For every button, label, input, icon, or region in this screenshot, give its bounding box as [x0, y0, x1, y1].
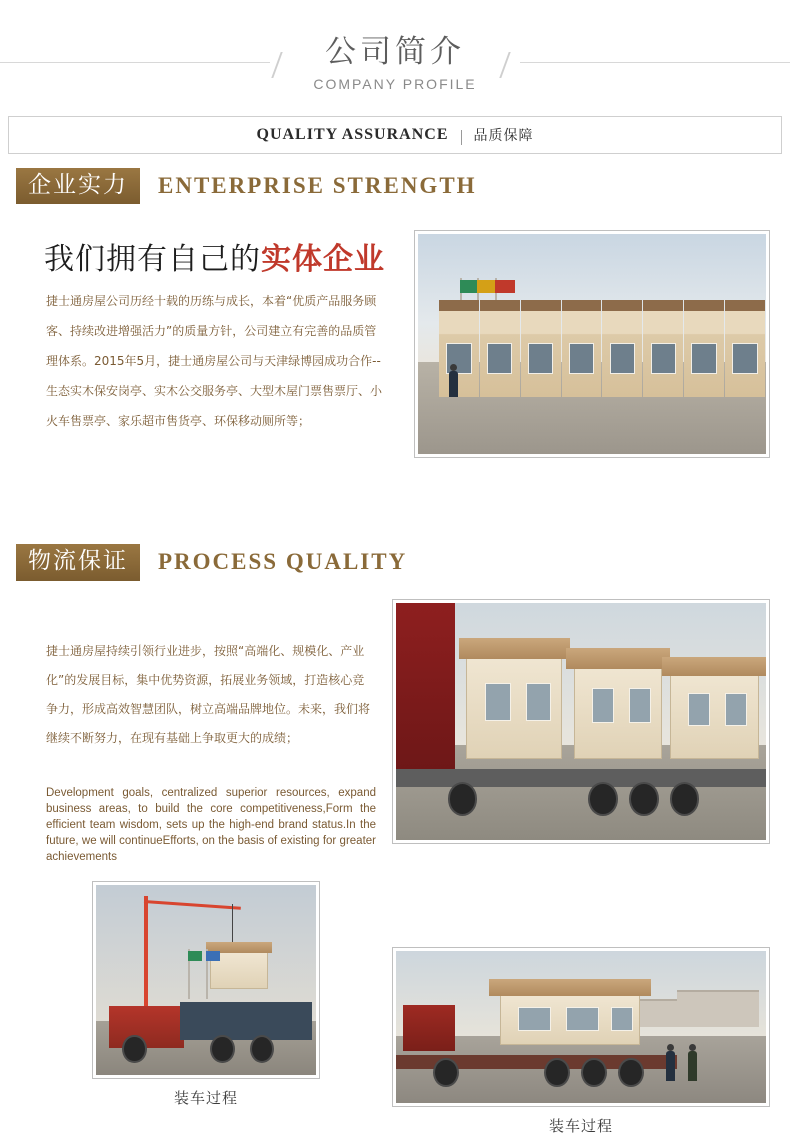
section-title-cn: 物流保证	[16, 544, 140, 580]
quality-assurance-banner	[8, 116, 782, 154]
enterprise-heading	[44, 234, 385, 278]
enterprise-heading-plain: 我们拥有自己的	[44, 242, 261, 278]
window	[592, 688, 614, 724]
crane-mast	[144, 896, 148, 1014]
window	[518, 1007, 551, 1031]
section-title-enterprise-strength	[0, 168, 790, 204]
person-figure	[688, 1051, 697, 1081]
flag-icon	[495, 280, 515, 293]
photo-loaded-cabin	[392, 947, 770, 1107]
truck-cab	[396, 603, 455, 774]
page-subtitle: COMPANY PROFILE	[313, 76, 477, 92]
section-title-process-quality	[0, 544, 790, 580]
background-building	[677, 990, 758, 1026]
cabin-unit	[480, 309, 520, 397]
truck-cab	[109, 1006, 184, 1048]
cabin-unit	[725, 309, 765, 397]
wheel	[581, 1058, 607, 1088]
window	[566, 1007, 599, 1031]
enterprise-body-text: 捷士通房屋公司历经十载的历练与成长，本着“优质产品服务顾客、持续改进增强活力”的质量方针，公司建立有完善的品质管理体系。2015年5月，捷士通房屋公司与天津绿博园成功合作--生态实木保安岗亭、实木公交服务亭、大型木屋门票售票厅、小火车售票亭、家乐超市售货亭、环保移动厕所等；	[46, 294, 383, 429]
wheel	[448, 782, 478, 816]
enterprise-heading-highlight: 实体企业	[261, 242, 385, 278]
window	[526, 683, 552, 721]
cabin-unit	[684, 309, 724, 397]
section-title-cn: 企业实力	[16, 168, 140, 204]
truck-trailer-bed	[396, 769, 766, 788]
person-figure	[666, 1051, 675, 1081]
flag-icon	[188, 951, 202, 961]
process-body-cn: 捷士通房屋持续引领行业进步，按照“高端化、规模化、产业化”的发展目标，集中优势资源，拓展业务领域，打造核心竞争力，形成高效智慧团队，树立高端品牌地位。未来，我们将继续不断努力，在现有基础上争取更大的成绩；	[46, 643, 371, 745]
window	[611, 1007, 633, 1031]
caption-loading-right: 装车过程	[548, 1116, 613, 1135]
wheel	[433, 1058, 459, 1088]
page-title: 公司简介	[325, 34, 465, 70]
cabin-row	[439, 309, 766, 397]
photo-crane-lifting	[92, 881, 320, 1079]
process-body-en: Development goals, centralized superior resources, expand business areas, to build the core competitiveness,Form the efficient team wisdom, sets up the high-end brand status.In the future, we will continueEfforts, on the basis of existing for greater achievements	[46, 786, 376, 863]
house-roof	[662, 657, 766, 676]
window	[688, 693, 710, 726]
photo-truck-loading	[392, 599, 770, 844]
wheel	[210, 1035, 234, 1063]
divider	[461, 130, 462, 145]
person-figure	[449, 371, 458, 397]
truck-cab	[403, 1005, 455, 1051]
caption-loading-left: 装车过程	[173, 1088, 238, 1107]
wheel	[588, 782, 618, 816]
flag-icon	[206, 951, 220, 961]
enterprise-strength-block	[0, 230, 790, 530]
photo-cabin-row	[414, 230, 770, 458]
section-title-en: PROCESS QUALITY	[158, 549, 408, 575]
wheel	[670, 782, 700, 816]
window	[725, 693, 747, 726]
cabin-unit	[602, 309, 642, 397]
window	[629, 688, 651, 724]
wheel	[544, 1058, 570, 1088]
wheel	[618, 1058, 644, 1088]
process-quality-block	[0, 587, 790, 1135]
cabin-unit	[439, 309, 479, 397]
quality-assurance-cn: 品质保障	[473, 128, 534, 144]
house-roof	[459, 638, 570, 659]
section-title-en: ENTERPRISE STRENGTH	[158, 173, 477, 199]
cabin-unit	[562, 309, 602, 397]
cargo-container	[180, 1002, 312, 1040]
wheel	[122, 1035, 146, 1063]
page-header	[0, 0, 790, 112]
cabin-unit	[643, 309, 683, 397]
cabin-unit	[521, 309, 561, 397]
wheel	[629, 782, 659, 816]
quality-assurance-en: QUALITY ASSURANCE	[256, 126, 449, 143]
window	[485, 683, 511, 721]
house-roof	[489, 979, 652, 996]
house-roof	[566, 648, 670, 669]
